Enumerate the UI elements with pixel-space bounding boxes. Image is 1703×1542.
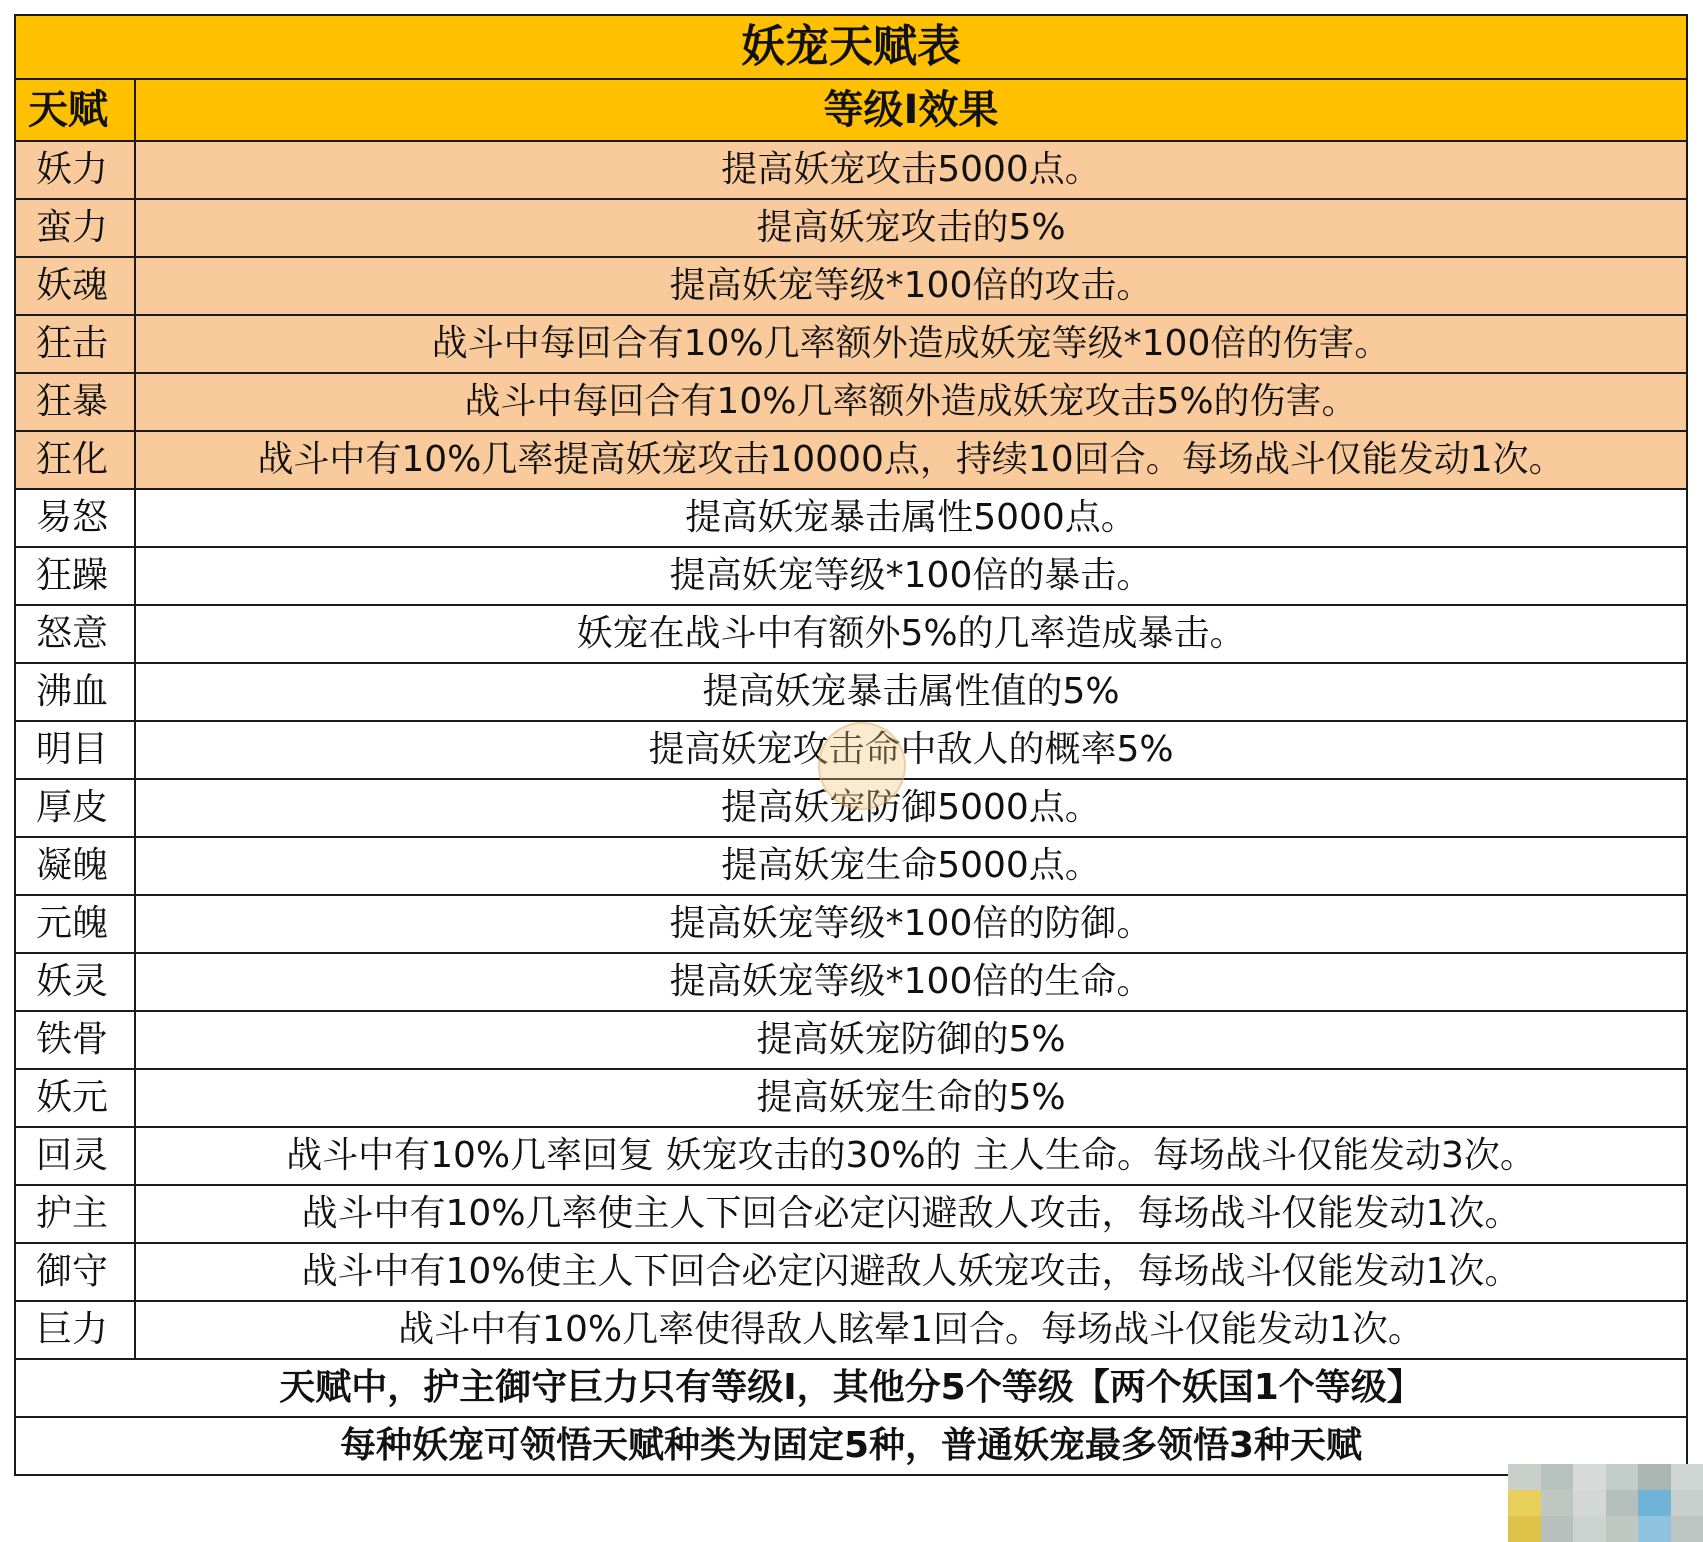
talent-name: 蛮力 bbox=[15, 199, 135, 257]
talent-name: 狂暴 bbox=[15, 373, 135, 431]
header-effect: 等级I效果 bbox=[135, 79, 1687, 141]
blurred-corner-patch bbox=[1508, 1464, 1703, 1542]
talent-effect: 妖宠在战斗中有额外5%的几率造成暴击。 bbox=[135, 605, 1687, 663]
talent-name: 元魄 bbox=[15, 895, 135, 953]
table-row bbox=[15, 605, 1687, 663]
talent-name: 御守 bbox=[15, 1243, 135, 1301]
talent-effect: 提高妖宠攻击的5% bbox=[135, 199, 1687, 257]
table-row bbox=[15, 837, 1687, 895]
table-row bbox=[15, 721, 1687, 779]
table-row bbox=[15, 779, 1687, 837]
table-row bbox=[15, 141, 1687, 199]
table-row bbox=[15, 1185, 1687, 1243]
talent-effect: 战斗中有10%几率使得敌人眩晕1回合。每场战斗仅能发动1次。 bbox=[135, 1301, 1687, 1359]
talent-name: 狂击 bbox=[15, 315, 135, 373]
table-row bbox=[15, 199, 1687, 257]
note-talent-types: 每种妖宠可领悟天赋种类为固定5种，普通妖宠最多领悟3种天赋 bbox=[15, 1417, 1687, 1475]
talent-effect: 提高妖宠等级*100倍的暴击。 bbox=[135, 547, 1687, 605]
talent-effect: 提高妖宠防御的5% bbox=[135, 1011, 1687, 1069]
title-row bbox=[15, 15, 1687, 79]
talent-name: 沸血 bbox=[15, 663, 135, 721]
talent-effect: 提高妖宠攻击命中敌人的概率5% bbox=[135, 721, 1687, 779]
talent-name: 回灵 bbox=[15, 1127, 135, 1185]
talent-table bbox=[14, 14, 1688, 1476]
header-talent: 天赋 bbox=[15, 79, 135, 141]
note-row bbox=[15, 1359, 1687, 1417]
table-row bbox=[15, 953, 1687, 1011]
table-row bbox=[15, 895, 1687, 953]
table-row bbox=[15, 1011, 1687, 1069]
table-row bbox=[15, 547, 1687, 605]
table-row bbox=[15, 1069, 1687, 1127]
talent-name: 护主 bbox=[15, 1185, 135, 1243]
talent-name: 怒意 bbox=[15, 605, 135, 663]
talent-effect: 战斗中有10%几率回复 妖宠攻击的30%的 主人生命。每场战斗仅能发动3次。 bbox=[135, 1127, 1687, 1185]
talent-name: 厚皮 bbox=[15, 779, 135, 837]
talent-effect: 提高妖宠暴击属性5000点。 bbox=[135, 489, 1687, 547]
talent-name: 铁骨 bbox=[15, 1011, 135, 1069]
talent-effect: 提高妖宠生命的5% bbox=[135, 1069, 1687, 1127]
talent-effect: 提高妖宠防御5000点。 bbox=[135, 779, 1687, 837]
table-row bbox=[15, 1127, 1687, 1185]
talent-effect: 战斗中有10%使主人下回合必定闪避敌人妖宠攻击，每场战斗仅能发动1次。 bbox=[135, 1243, 1687, 1301]
talent-name: 易怒 bbox=[15, 489, 135, 547]
note-levels: 天赋中，护主御守巨力只有等级I，其他分5个等级【两个妖国1个等级】 bbox=[15, 1359, 1687, 1417]
talent-name: 妖魂 bbox=[15, 257, 135, 315]
table-title: 妖宠天赋表 bbox=[15, 15, 1687, 79]
talent-effect: 提高妖宠攻击5000点。 bbox=[135, 141, 1687, 199]
talent-effect: 战斗中有10%几率使主人下回合必定闪避敌人攻击，每场战斗仅能发动1次。 bbox=[135, 1185, 1687, 1243]
talent-effect: 提高妖宠暴击属性值的5% bbox=[135, 663, 1687, 721]
talent-name: 明目 bbox=[15, 721, 135, 779]
table-row bbox=[15, 431, 1687, 489]
talent-effect: 提高妖宠等级*100倍的生命。 bbox=[135, 953, 1687, 1011]
table-row bbox=[15, 257, 1687, 315]
talent-name: 妖力 bbox=[15, 141, 135, 199]
talent-effect: 战斗中每回合有10%几率额外造成妖宠等级*100倍的伤害。 bbox=[135, 315, 1687, 373]
table-row bbox=[15, 489, 1687, 547]
table-row bbox=[15, 663, 1687, 721]
talent-effect: 提高妖宠等级*100倍的防御。 bbox=[135, 895, 1687, 953]
talent-name: 巨力 bbox=[15, 1301, 135, 1359]
table-row bbox=[15, 1243, 1687, 1301]
talent-effect: 战斗中每回合有10%几率额外造成妖宠攻击5%的伤害。 bbox=[135, 373, 1687, 431]
talent-effect: 提高妖宠等级*100倍的攻击。 bbox=[135, 257, 1687, 315]
talent-effect: 提高妖宠生命5000点。 bbox=[135, 837, 1687, 895]
table-row bbox=[15, 1301, 1687, 1359]
header-row bbox=[15, 79, 1687, 141]
table-row bbox=[15, 315, 1687, 373]
talent-name: 凝魄 bbox=[15, 837, 135, 895]
talent-effect: 战斗中有10%几率提高妖宠攻击10000点，持续10回合。每场战斗仅能发动1次。 bbox=[135, 431, 1687, 489]
table-row bbox=[15, 373, 1687, 431]
note-row bbox=[15, 1417, 1687, 1475]
talent-name: 狂化 bbox=[15, 431, 135, 489]
talent-name: 妖元 bbox=[15, 1069, 135, 1127]
talent-name: 妖灵 bbox=[15, 953, 135, 1011]
talent-name: 狂躁 bbox=[15, 547, 135, 605]
